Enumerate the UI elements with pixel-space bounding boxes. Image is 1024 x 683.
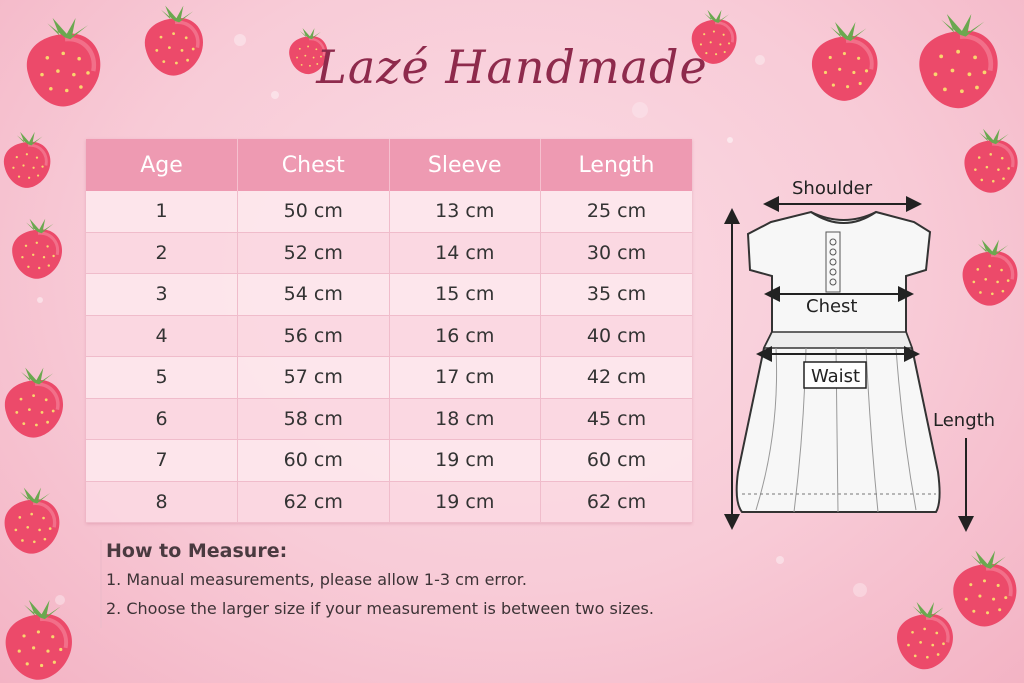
table-header-row (86, 139, 692, 191)
cell-chest: 60 cm (238, 440, 390, 482)
cell-sleeve: 19 cm (389, 440, 541, 482)
cell-age: 4 (86, 315, 238, 357)
cell-sleeve: 13 cm (389, 191, 541, 232)
table-row (86, 274, 692, 316)
header-age: Age (86, 139, 238, 191)
size-chart-table (86, 139, 692, 523)
cell-sleeve: 17 cm (389, 357, 541, 399)
cell-age: 3 (86, 274, 238, 316)
cell-chest: 54 cm (238, 274, 390, 316)
waist-label: Waist (811, 366, 861, 387)
dress-measurement-diagram (716, 172, 1006, 532)
table-row (86, 315, 692, 357)
cell-chest: 58 cm (238, 398, 390, 440)
table-row (86, 232, 692, 274)
cell-age: 2 (86, 232, 238, 274)
strawberry-icon (0, 362, 70, 446)
cell-sleeve: 16 cm (389, 315, 541, 357)
strawberry-icon (890, 602, 962, 672)
cell-length: 30 cm (541, 232, 693, 274)
cell-length: 62 cm (541, 481, 693, 523)
how-to-measure-line-1: 1. Manual measurements, please allow 1-3 cm error. (106, 570, 527, 589)
cell-sleeve: 19 cm (389, 481, 541, 523)
table-row (86, 481, 692, 523)
table-row (86, 357, 692, 399)
how-to-measure-section (100, 540, 746, 628)
brand-title: Lazé Handmade (316, 40, 708, 94)
header-chest: Chest (238, 139, 390, 191)
cell-length: 45 cm (541, 398, 693, 440)
cell-chest: 52 cm (238, 232, 390, 274)
cell-age: 8 (86, 481, 238, 523)
cell-age: 5 (86, 357, 238, 399)
cell-age: 7 (86, 440, 238, 482)
cell-length: 25 cm (541, 191, 693, 232)
cell-chest: 62 cm (238, 481, 390, 523)
how-to-measure-title: How to Measure: (106, 540, 288, 562)
table-row (86, 398, 692, 440)
cell-chest: 50 cm (238, 191, 390, 232)
header-length: Length (541, 139, 693, 191)
length-label: Length (933, 410, 996, 431)
cell-chest: 57 cm (238, 357, 390, 399)
chest-label: Chest (806, 296, 858, 317)
cell-age: 6 (86, 398, 238, 440)
strawberry-icon (0, 482, 66, 562)
cell-sleeve: 15 cm (389, 274, 541, 316)
table-row (86, 191, 692, 232)
cell-length: 60 cm (541, 440, 693, 482)
cell-sleeve: 18 cm (389, 398, 541, 440)
cell-age: 1 (86, 191, 238, 232)
cell-length: 40 cm (541, 315, 693, 357)
table-row (86, 440, 692, 482)
shoulder-label: Shoulder (792, 178, 873, 199)
cell-sleeve: 14 cm (389, 232, 541, 274)
header-sleeve: Sleeve (389, 139, 541, 191)
strawberry-icon (0, 600, 80, 683)
how-to-measure-line-2: 2. Choose the larger size if your measurement is between two sizes. (106, 599, 654, 618)
cell-length: 42 cm (541, 357, 693, 399)
strawberry-icon (8, 216, 68, 284)
cell-chest: 56 cm (238, 315, 390, 357)
strawberry-icon (0, 126, 56, 196)
cell-length: 35 cm (541, 274, 693, 316)
